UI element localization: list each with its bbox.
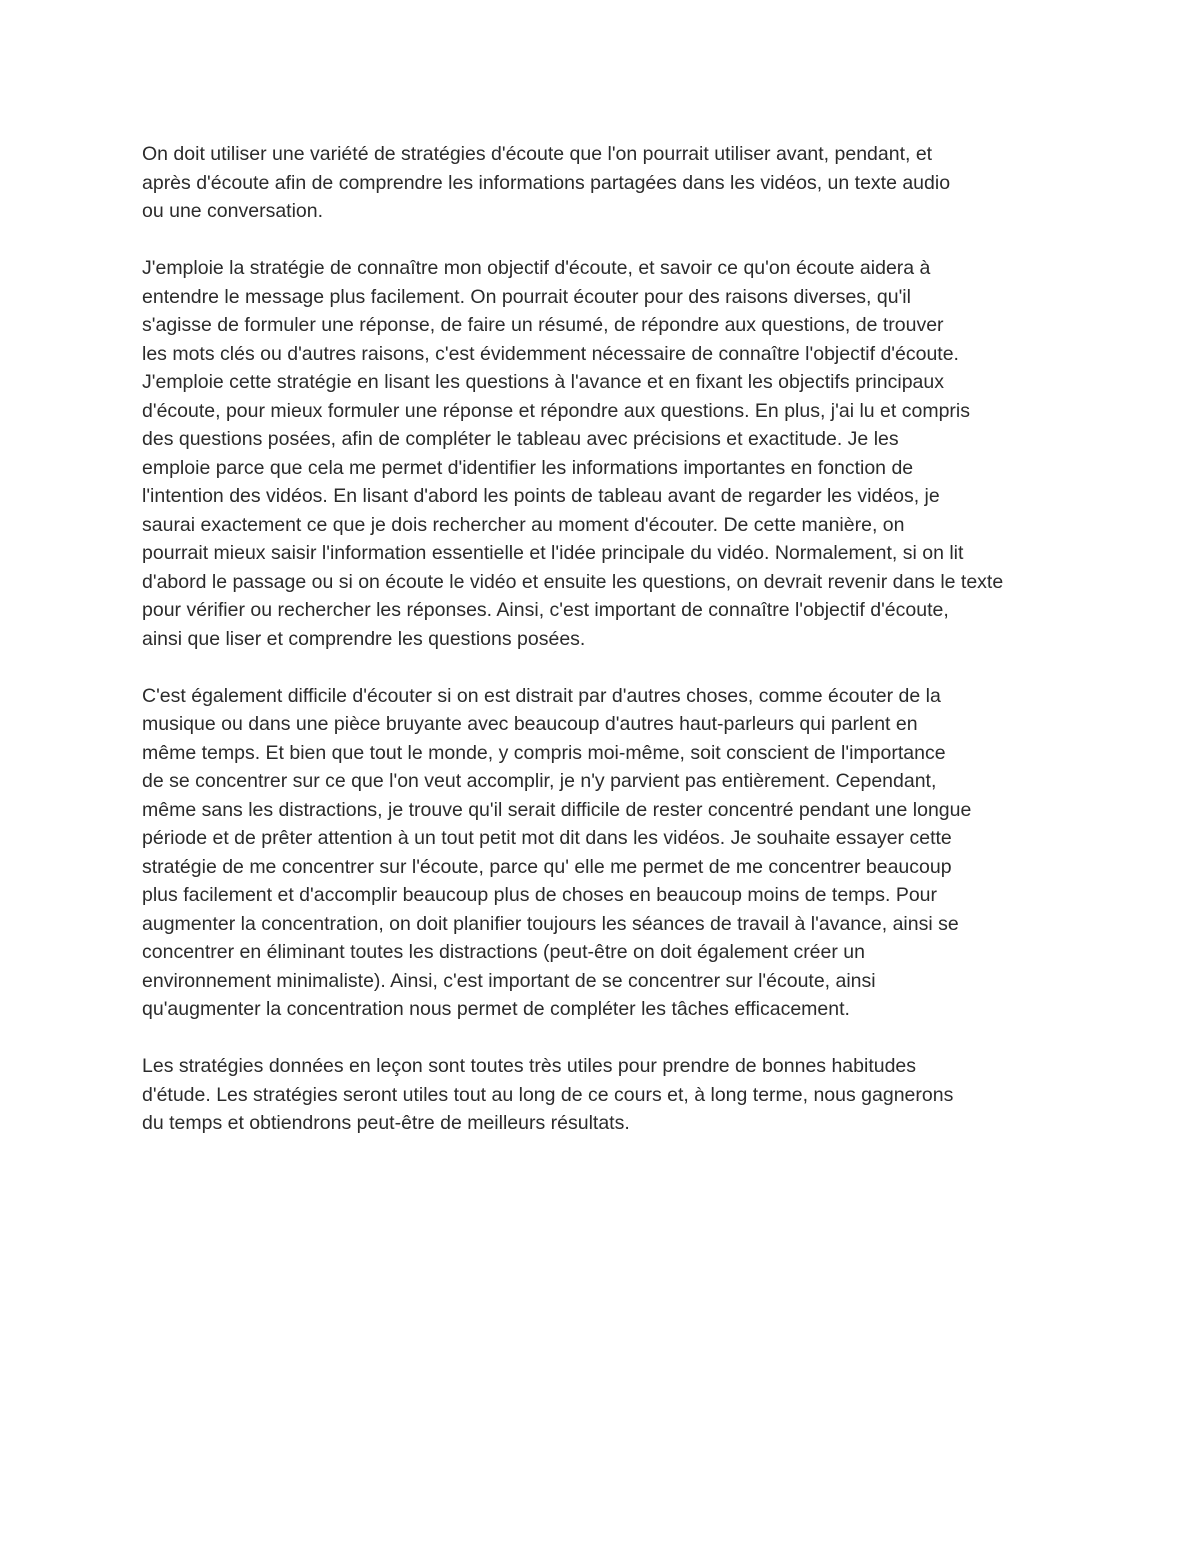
text-line: saurai exactement ce que je dois rechercher au moment d'écouter. De cette manière, on xyxy=(142,513,905,536)
text-line: Les stratégies données en leçon sont toutes très utiles pour prendre de bonnes habitudes xyxy=(142,1055,917,1077)
text-line: musique ou dans une pièce bruyante avec beaucoup d'autres haut-parleurs qui parlent en xyxy=(142,713,918,735)
text-line: plus facilement et d'accomplir beaucoup plus de choses en beaucoup moins de temps. Pour xyxy=(142,884,938,906)
text-line: même sans les distractions, je trouve qu'il serait difficile de rester concentré pendant une longue xyxy=(142,798,972,821)
paragraph-concentration-strategy xyxy=(142,682,1062,1024)
text-line: On doit utiliser une variété de stratégies d'écoute que l'on pourrait utiliser avant, pendant, et xyxy=(142,143,933,165)
text-line: pourrait mieux saisir l'information essentielle et l'idée principale du vidéo. Normalement, si on lit xyxy=(142,542,964,564)
text-line: pour vérifier ou rechercher les réponses. Ainsi, c'est important de connaître l'objectif d'écoute, xyxy=(142,599,949,621)
paragraph-objective-strategy xyxy=(142,254,1062,653)
text-line: d'étude. Les stratégies seront utiles tout au long de ce cours et, à long terme, nous gagnerons xyxy=(142,1083,954,1106)
text-line: emploie parce que cela me permet d'identifier les informations importantes en fonction de xyxy=(142,456,914,479)
text-line: après d'écoute afin de comprendre les informations partagées dans les vidéos, un texte audio xyxy=(142,171,951,194)
text-line: des questions posées, afin de compléter le tableau avec précisions et exactitude. Je les xyxy=(142,428,899,450)
text-line: qu'augmenter la concentration nous permet de compléter les tâches efficacement. xyxy=(142,998,850,1020)
text-line: environnement minimaliste). Ainsi, c'est important de se concentrer sur l'écoute, ainsi xyxy=(142,969,876,992)
text-line: J'emploie cette stratégie en lisant les questions à l'avance et en fixant les objectifs principaux xyxy=(142,371,944,393)
text-line: les mots clés ou d'autres raisons, c'est évidemment nécessaire de connaître l'objectif d'écoute. xyxy=(142,342,959,365)
text-line: entendre le message plus facilement. On pourrait écouter pour des raisons diverses, qu'il xyxy=(142,285,911,308)
text-line: J'emploie la stratégie de connaître mon objectif d'écoute, et savoir ce qu'on écoute aidera à xyxy=(142,257,931,279)
text-line: de se concentrer sur ce que l'on veut accomplir, je n'y parvient pas entièrement. Cependant, xyxy=(142,770,937,792)
document-body xyxy=(142,140,1062,1166)
text-line: d'abord le passage ou si on écoute le vidéo et ensuite les questions, on devrait revenir dans le texte xyxy=(142,570,1004,593)
text-line: concentrer en éliminant toutes les distractions (peut-être on doit également créer un xyxy=(142,941,865,963)
text-line: s'agisse de formuler une réponse, de faire un résumé, de répondre aux questions, de trouver xyxy=(142,314,944,336)
text-line: ainsi que liser et comprendre les questions posées. xyxy=(142,627,586,650)
text-line: l'intention des vidéos. En lisant d'abord les points de tableau avant de regarder les vidéos, je xyxy=(142,485,940,507)
text-line: du temps et obtiendrons peut-être de meilleurs résultats. xyxy=(142,1112,630,1134)
text-line: ou une conversation. xyxy=(142,200,324,222)
text-line: stratégie de me concentrer sur l'écoute, parce qu' elle me permet de me concentrer beaucoup xyxy=(142,855,952,878)
paragraph-conclusion xyxy=(142,1052,1062,1138)
text-line: augmenter la concentration, on doit planifier toujours les séances de travail à l'avance, ainsi se xyxy=(142,912,959,935)
text-line: d'écoute, pour mieux formuler une réponse et répondre aux questions. En plus, j'ai lu et compris xyxy=(142,399,970,422)
text-line: période et de prêter attention à un tout petit mot dit dans les vidéos. Je souhaite essayer cette xyxy=(142,827,952,849)
text-line: C'est également difficile d'écouter si on est distrait par d'autres choses, comme écouter de la xyxy=(142,684,941,707)
text-line: même temps. Et bien que tout le monde, y compris moi-même, soit conscient de l'importance xyxy=(142,741,946,764)
paragraph-intro xyxy=(142,140,1062,226)
